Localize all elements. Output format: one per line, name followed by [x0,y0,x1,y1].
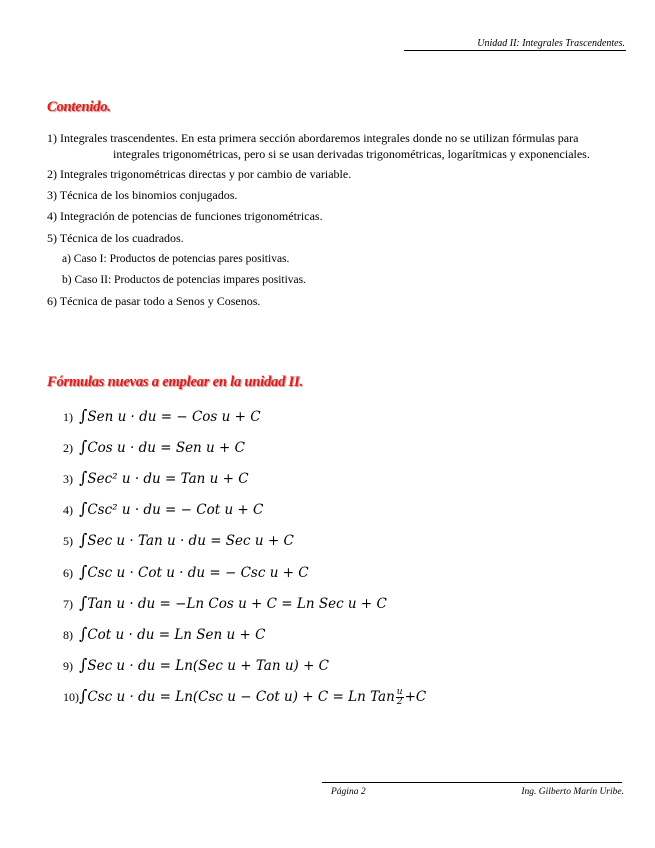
formula-expression: Tan u · du = −Ln Cos u + C = Ln Sec u + C [87,596,387,612]
footer-rule [322,782,622,783]
formula-expression: Cot u · du = Ln Sen u + C [87,627,266,643]
formula-number: 6) [63,566,73,580]
formula-number: 3) [63,472,73,486]
page-number: Página 2 [331,787,366,797]
contents-subitem-b: b) Caso II: Productos de potencias impares positivas. [62,274,307,286]
formula-number: 2) [63,441,73,455]
integral-sign-icon: ∫ [79,437,88,456]
integral-sign-icon: ∫ [79,686,88,705]
formula-number: 10) [63,690,79,704]
contents-item-1-continuation: integrales trigonométricas, pero si se usan derivadas trigonométricas, logarítmicas y exponenciales. [113,147,590,161]
integral-sign-icon: ∫ [79,655,88,674]
contents-item-6: 6) Técnica de pasar todo a Senos y Cosenos. [47,294,261,308]
formula-expression: Csc u · Cot u · du = − Csc u + C [87,565,309,581]
integral-sign-icon: ∫ [79,593,88,612]
formula-6 [63,562,309,582]
header-rule [404,50,626,51]
contents-item-5: 5) Técnica de los cuadrados. [47,231,184,245]
contents-item-1: 1) Integrales trascendentes. En esta primera sección abordaremos integrales donde no se utilizan fórmulas para [47,131,579,145]
formula-2 [63,437,245,457]
formula-7 [63,593,387,613]
formula-expression: Csc² u · du = − Cot u + C [87,502,264,518]
formula-expression: Csc u · du = Ln(Csc u − Cot u) + C = Ln Tan [87,689,395,705]
integral-sign-icon: ∫ [79,530,88,549]
contents-item-2: 2) Integrales trigonométricas directas y por cambio de variable. [47,167,352,181]
formula-tail: +C [404,689,427,705]
formula-1 [63,406,261,426]
integral-sign-icon: ∫ [79,499,88,518]
formula-number: 8) [63,628,73,642]
formula-10 [63,686,426,707]
contents-title: Contenido. [47,99,111,115]
formula-number: 7) [63,597,73,611]
contents-item-4: 4) Integración de potencias de funciones trigonométricas. [47,209,323,223]
formulas-title: Fórmulas nuevas a emplear en la unidad II. [47,374,303,390]
integral-sign-icon: ∫ [79,406,88,425]
running-header: Unidad II: Integrales Trascendentes. [477,38,625,49]
formula-5 [63,530,294,550]
contents-item-3: 3) Técnica de los binomios conjugados. [47,188,238,202]
formula-expression: Cos u · du = Sen u + C [87,440,245,456]
footer-author: Ing. Gilberto Marín Uribe. [521,787,624,797]
fraction-denominator: 2 [396,697,403,708]
formula-number: 1) [63,410,73,424]
integral-sign-icon: ∫ [79,624,88,643]
fraction-u-over-2 [396,688,404,707]
fraction-numerator: u [396,687,403,698]
formula-number: 9) [63,659,73,673]
formula-3 [63,468,249,488]
formula-expression: Sec u · du = Ln(Sec u + Tan u) + C [87,658,330,674]
formula-number: 5) [63,534,73,548]
formula-number: 4) [63,503,73,517]
integral-sign-icon: ∫ [79,562,88,581]
integral-sign-icon: ∫ [79,468,88,487]
formula-8 [63,624,265,644]
formula-9 [63,655,329,675]
formula-4 [63,499,263,519]
contents-subitem-a: a) Caso I: Productos de potencias pares positivas. [62,253,290,265]
formula-expression: Sen u · du = − Cos u + C [87,409,261,425]
formula-expression: Sec u · Tan u · du = Sec u + C [87,533,294,549]
formula-expression: Sec² u · du = Tan u + C [87,471,249,487]
